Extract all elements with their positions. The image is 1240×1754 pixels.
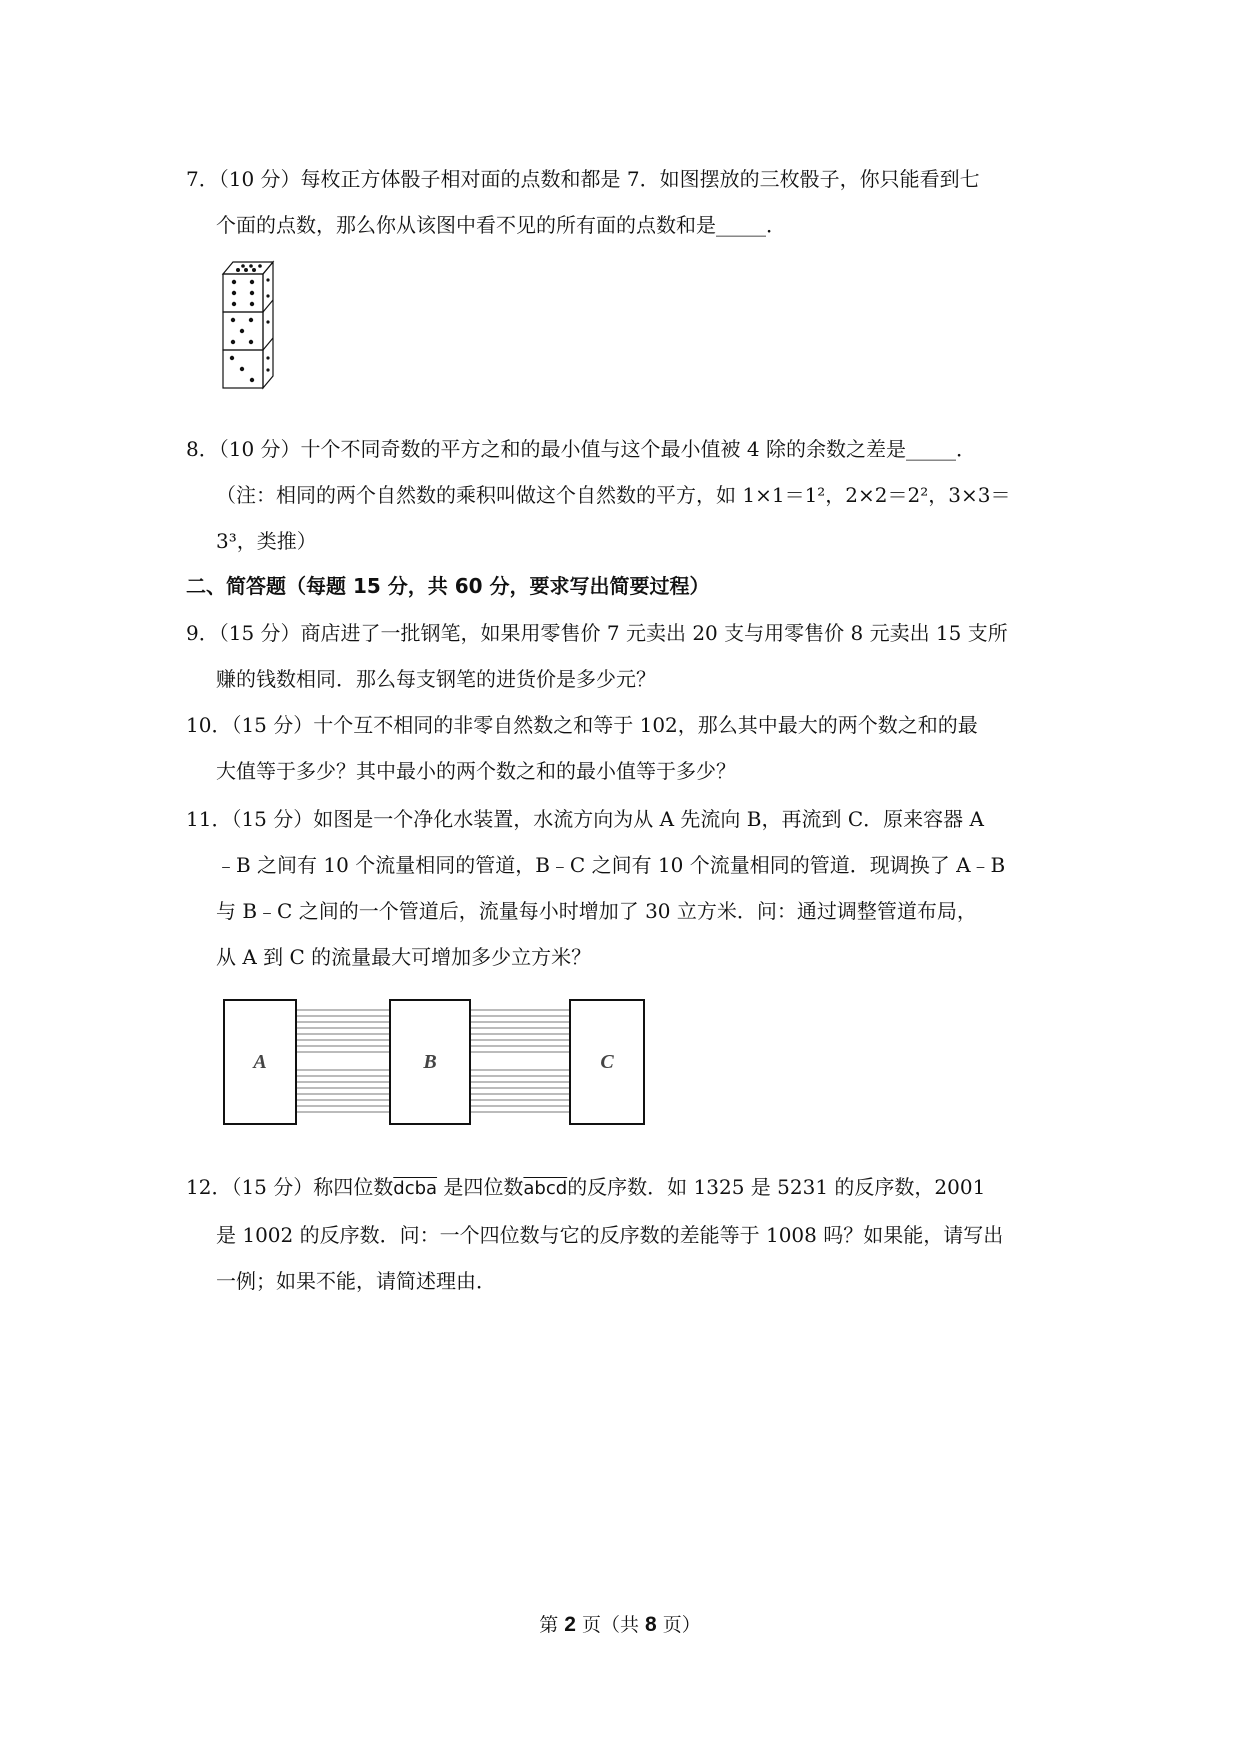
question-8-line-1: 8．（10 分）十个不同奇数的平方之和的最小值与这个最小值被 4 除的余数之差是_____． xyxy=(186,437,976,461)
question-12-line-2: 是 1002 的反序数．问：一个四位数与它的反序数的差能等于 1008 吗？如果能，请写出 xyxy=(216,1223,1004,1247)
question-11-line-4: 从 A 到 C 的流量最大可增加多少立方米？ xyxy=(216,945,592,969)
question-10-line-1: 10．（15 分）十个互不相同的非零自然数之和等于 102，那么其中最大的两个数之和的最 xyxy=(186,713,978,737)
question-11-line-3: 与 B﹣C 之间的一个管道后，流量每小时增加了 30 立方米．问：通过调整管道布局， xyxy=(216,899,977,923)
question-10 xyxy=(186,702,1066,794)
footer-suffix: 页） xyxy=(662,1614,701,1636)
footer-mid: 页（共 xyxy=(581,1614,639,1636)
question-9-line-1: 9．（15 分）商店进了一批钢笔，如果用零售价 7 元卖出 20 支与用零售价 8 元卖出 15 支所 xyxy=(186,621,1008,645)
footer-total-pages: 8 xyxy=(645,1613,657,1636)
question-12-mid: 是四位数 xyxy=(443,1175,524,1199)
question-12-line-1 xyxy=(186,1164,1066,1212)
question-8-line-2: （注：相同的两个自然数的乘积叫做这个自然数的平方，如 1×1＝1²，2×2＝2²，3×3＝ xyxy=(216,483,1011,507)
page-footer xyxy=(0,1610,1240,1637)
question-9-line-2: 赚的钱数相同．那么每支钢笔的进货价是多少元？ xyxy=(216,667,656,691)
container-a-label: A xyxy=(253,1051,267,1073)
abcd-overline: abcd xyxy=(523,1178,568,1199)
question-7-line-2: 个面的点数，那么你从该图中看不见的所有面的点数和是_____． xyxy=(216,213,786,237)
question-12-prefix: 12．（15 分）称四位数 xyxy=(186,1175,394,1199)
section-title: 二、简答题（每题 15 分，共 60 分，要求写出简要过程） xyxy=(186,574,710,598)
question-12 xyxy=(186,1164,1066,1304)
question-12-line-3: 一例；如果不能，请简述理由． xyxy=(216,1269,496,1293)
question-11-line-1: 11．（15 分）如图是一个净化水装置，水流方向为从 A 先流向 B，再流到 C．原来容器 A xyxy=(186,807,984,831)
dcba-overline: dcba xyxy=(393,1178,438,1199)
question-7 xyxy=(186,156,1066,248)
question-9 xyxy=(186,610,1066,702)
question-7-line-1: 7．（10 分）每枚正方体骰子相对面的点数和都是 7．如图摆放的三枚骰子，你只能看到七 xyxy=(186,167,980,191)
question-12-suffix: 的反序数．如 1325 是 5231 的反序数，2001 xyxy=(567,1175,986,1199)
footer-prefix: 第 xyxy=(539,1614,559,1636)
container-c-label: C xyxy=(600,1051,614,1073)
question-8 xyxy=(186,426,1066,564)
container-b-label: B xyxy=(423,1051,437,1073)
footer-page-number: 2 xyxy=(564,1613,576,1636)
question-8-line-3: 3³，类推） xyxy=(216,529,317,553)
question-10-line-2: 大值等于多少？其中最小的两个数之和的最小值等于多少？ xyxy=(216,759,736,783)
question-11-line-2: ﹣B 之间有 10 个流量相同的管道，B﹣C 之间有 10 个流量相同的管道．现调换了 A﹣B xyxy=(216,853,1006,877)
dice-stack-figure xyxy=(220,258,280,398)
water-purifier-figure xyxy=(220,996,650,1130)
question-11 xyxy=(186,796,1066,980)
